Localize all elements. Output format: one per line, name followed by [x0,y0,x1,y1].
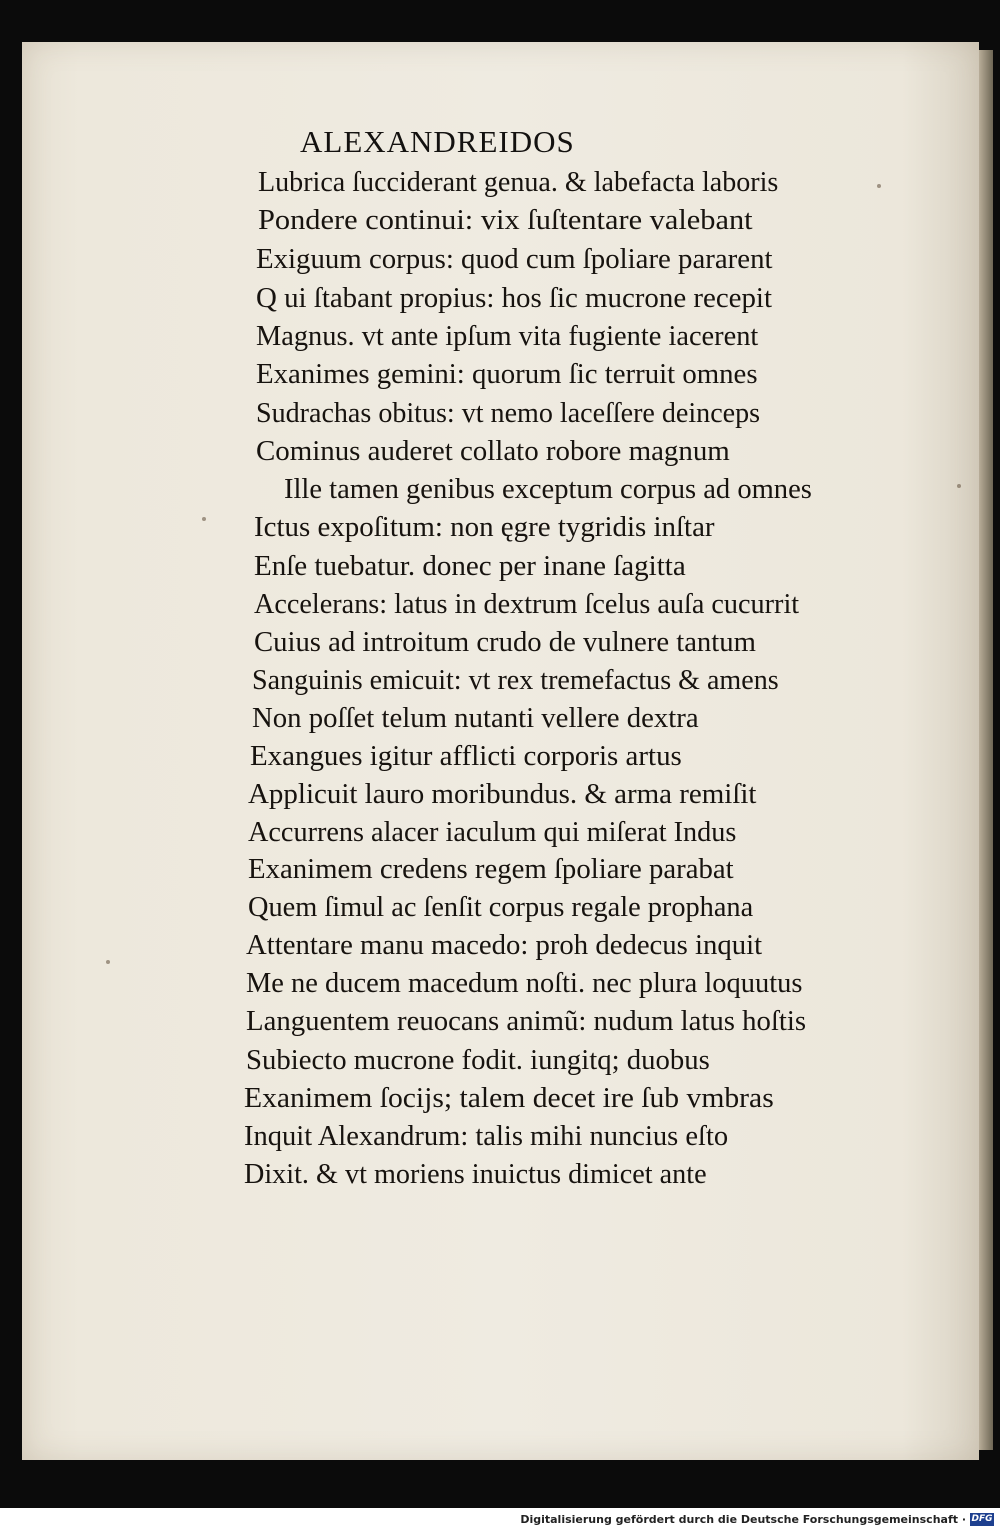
verse-line: Non poſſet telum nutanti vellere dextra [252,703,699,734]
dfg-logo: DFG [971,1514,993,1524]
verse-line: Q ui ſtabant propius: hos ſic mucrone recepit [256,283,772,314]
verse-line: Languentem reuocans animũ: nudum latus hoſtis [246,1006,807,1037]
verse-line: Sanguinis emicuit: vt rex tremefactus & amens [252,665,779,696]
verse-line: Sudrachas obitus: vt nemo laceſſere deinceps [256,398,761,429]
verse-line: Ictus expoſitum: non ęgre tygridis inſtar [254,512,715,543]
verse-line: Lubrica ſucciderant genua. & labefacta laboris [258,167,779,198]
verse-line: Pondere continui: vix ſuſtentare valebant [258,205,753,236]
verse-line: Cominus auderet collato robore magnum [256,436,730,467]
verse-line: Quem ſimul ac ſenſit corpus regale prophana [248,892,754,923]
verse-line: Attentare manu macedo: proh dedecus inquit [246,930,763,961]
verse-line: Accelerans: latus in dextrum ſcelus auſa cucurrit [254,589,800,620]
verse-line: Cuius ad introitum crudo de vulnere tantum [254,627,756,658]
verse-line: Exanimes gemini: quorum ſic terruit omnes [256,359,758,390]
verse-line: Inquit Alexandrum: talis mihi nuncius eſto [244,1121,729,1152]
running-head: ALEXANDREIDOS [300,124,575,159]
verse-line: Applicuit lauro moribundus. & arma remiſit [248,779,757,810]
verse-line: Me ne ducem macedum noſti. nec plura loquutus [246,968,803,999]
verse-line: Exiguum corpus: quod cum ſpoliare pararent [256,244,773,275]
digitization-credit: Digitalisierung gefördert durch die Deutsche Forschungsgemeinschaft · [520,1513,966,1526]
verse-line: Exanimem ſocijs; talem decet ire ſub vmbras [244,1083,774,1114]
verse-line: Dixit. & vt moriens inuictus dimicet ante [244,1159,707,1190]
verse-line: Exanimem credens regem ſpoliare parabat [248,854,734,885]
verse-line: Magnus. vt ante ipſum vita fugiente iacerent [256,321,759,352]
verse-line: Accurrens alacer iaculum qui miſerat Indus [248,817,737,848]
verse-line: Exangues igitur afflicti corporis artus [250,741,682,772]
verse-line: Ille tamen genibus exceptum corpus ad omnes [284,474,812,505]
verse-line: Subiecto mucrone fodit. iungitq; duobus [246,1045,710,1076]
verse-line: Enſe tuebatur. donec per inane ſagitta [254,551,686,582]
